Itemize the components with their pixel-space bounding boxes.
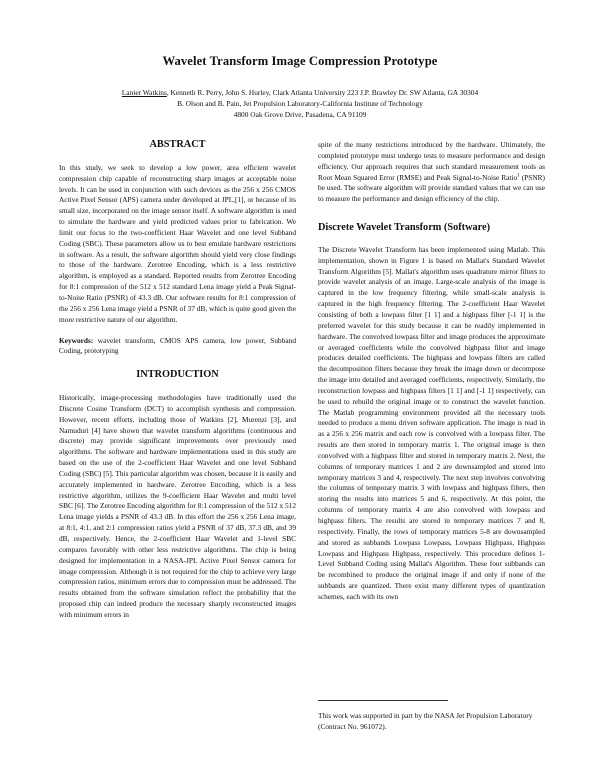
introduction-heading: INTRODUCTION <box>136 369 219 381</box>
footnote-mark: 1 <box>517 173 520 179</box>
introduction-body: Historically, image-processing methodologies have traditionally used the Discrete Cosine Transform (DCT) to accomplish synthesis and compression. However, recent efforts, including those of Watkins [2], Murenzi [3], and Namuduri [4] have shown that wavelet transform algorithms (continuous and discrete) may provide significant improvements over previously used algorithms. The software and hardware implementations used in this study are based on the use of the 2-coefficient Haar Wavelet and one level Subband Coding (SBC) [5]. This particular algorithm was chosen, because it is easily and accurately implemented in hardware. Zerotree Encoding, which is a less restrictive algorithm, utilizes the 9-coefficient Haar Wavelet and multi level SBC [6]. The Zerotree Encoding algorithm for 8:1 compression of the 512 x 512 Lena image yields a PSNR of 43.3 dB. In this effort the 256 x 256 Lena image, at 8:1, 4:1, and 2:1 compression ratios yield a PSNR of 37 dB, 37.3 dB, and 39 dB, respectively. Hence, the 2-coefficient Haar Wavelet and 1-level SBC compares favorably with other less restrictive algorithms. The chip is being designed for implementation in a NASA-JPL Active Pixel Sensor camera for image compression. Although it is not required for the chip to achieve very large compression ratios, minimum errors due to compression must be addressed. The results obtained from the software simulation reflect the probability that the proposed chip can indeed produce the necessary sharply reconstructed images with minimum errors in <box>59 393 296 619</box>
right-column <box>318 140 545 603</box>
first-author: Lanier Watkins <box>121 88 167 97</box>
keywords-label: Keywords: <box>59 335 94 345</box>
introduction-continued <box>318 140 545 205</box>
intro-cont-part1: spite of the many restrictions introduced by the hardware. Ultimately, the completed prototype must undergo tests to measure performance and design efficiency. Our approach requires that such standard measurement tools as Root Mean Squared Error (RMSE) and Peak Signal-to-Noise Ratio <box>318 140 545 182</box>
keywords <box>59 336 296 358</box>
abstract-heading: ABSTRACT <box>149 139 206 150</box>
author-line-2: B. Olson and B. Pain, Jet Propulsion Laboratory-California Institute of Technology <box>177 99 423 108</box>
intro-cont-part2: (PSNR) be used. The software algorithm will provide standard values that we can use to measure the performance and design efficiency of the chip. <box>318 172 545 204</box>
paper-title: Wavelet Transform Image Compression Prototype <box>162 54 438 68</box>
abstract-body: In this study, we seek to develop a low power, area efficient wavelet compression chip capable of reconstructing sharp images at acceptable noise levels. It can be used in conjunction with such devices as the 256 x 256 CMOS Active Pixel Sensor (APS) camera under developed at JPL,[1], or because of its small size, incorporated on the image sensor itself. A software algorithm is used to simulate the hardware and yield predicted values prior to fabrication. We limit our focus to the two-coefficient Haar Wavelet and one level Subband Coding (SBC). These parameters allow us to best emulate hardware restrictions in software. As a result, the software algorithm should yield very close findings to those of the hardware. Zerotree Encoding, which is a less restrictive algorithm, is employed as a standard. Reported results from Zerotree Encoding for 8:1 compression of the 512 x 512 standard Lena image yield a Peak Signal-to-Noise Ratio (PSNR) of 43.3 dB. Our software results for 8:1 compression of the 256 x 256 Lena image yield a PSNR of 37 dB, which is quite good given the more restrictive nature of our algorithm. <box>59 162 296 324</box>
footnote-divider <box>318 700 448 701</box>
author-line-1-rest: , Kenneth R. Perry, John S. Hurley, Clark Atlanta University 223 J.P. Brawley Dr. SW Atlanta, GA 30304 <box>166 88 479 97</box>
left-column <box>59 140 296 621</box>
dwt-body: The Discrete Wavelet Transform has been implemented using Matlab. This implementation, shown in Figure 1 is based on Mallat's Standard Wavelet Transform Algorithm [5]. Mallat's algorithm uses quadrature mirror filters to provide wavelet analysis of an image. Large-scale analysis of the image is captured in the low frequency filtering, while small-scale analysis is captured in the high frequency filtering. The 2-coefficient Haar Wavelet consisting of both a lowpass filter [1 1] and a highpass filter [-1 1] is the preferred wavelet for this study because it can be readily implemented in hardware. The convolved lowpass filter and image produces the approximate or averaged coefficients while the convolved highpass filter and image produces detailed coefficients. The highpass and lowpass filters are called the decomposition filters because they break the image down or decompose the image into detailed and averaged coefficients, respectively. Similarly, the reconstruction lowpass and highpass filters [1 1] and [-1 1] respectively, can be used to rebuild the original image or to construct the wavelet function. The Matlab programming environment provided all the necessary tools needed to produce a menu driven software application. The image is read in as a 256 x 256 matrix and each row is convolved with a lowpass filter. The results are then stored in temporary matrix 1. The original image is then convolved with a highpass filter and stored in temporary matrix 2. Next, the columns of temporary matrices 1 and 2 are downsampled and stored into temporary matrices 3 and 4, respectively. The next step involves convolving the columns of temporary matrix 3 with lowpass and highpass filters, then storing the results into matrices 5 and 6, respectively. At this point, the columns of temporary matrix 4 are also convolved with lowpass and highpass filters. The results are stored in temporary matrices 7 and 8, respectively. Finally, the rows of temporary matrices 5-8 are downsampled and stored as subbands Lowpass Lowpass, Lowpass Highpass, Highpass Lowpass and Highpass Highpass, respectively. This procedure defines 1-Level Subband Coding using Mallat's Algorithm. These four subbands can be recombined to produce the original image if and only if none of the subbands are quantized. There exist many different types of quantization schemes, each with its own <box>318 244 545 601</box>
keywords-text: wavelet transform, CMOS APS camera, low power, Subband Coding, prototyping <box>59 335 296 356</box>
author-line-1 <box>60 87 540 98</box>
footnote: This work was supported in part by the NASA Jet Propulsion Laboratory (Contract No. 961072). <box>318 711 533 731</box>
author-line-3: 4800 Oak Grove Drive, Pasadena, CA 91109 <box>233 110 367 119</box>
dwt-heading: Discrete Wavelet Transform (Software) <box>318 222 491 234</box>
author-block <box>60 87 540 120</box>
